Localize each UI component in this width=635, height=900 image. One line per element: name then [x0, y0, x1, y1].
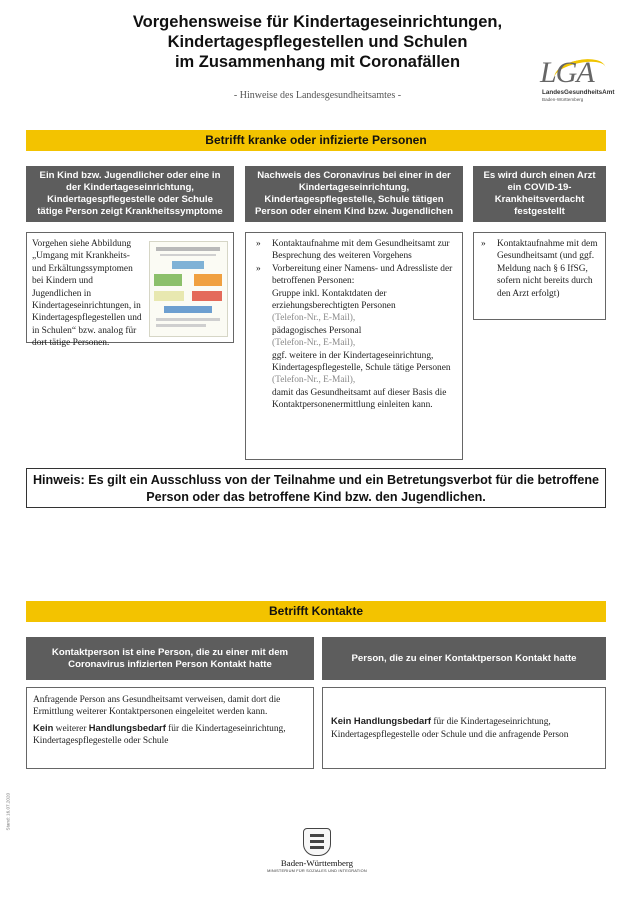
side-note: Stand: 16.07.2020 [5, 792, 11, 831]
section-banner-sick: Betrifft kranke oder infizierte Personen [26, 130, 606, 151]
column-heading-doctor: Es wird durch einen Arzt ein COVID-19-Krankheitsverdacht festgestellt [473, 166, 606, 222]
column-heading-contact-of-contact: Person, die zu einer Kontaktperson Kontakt hatte [322, 637, 606, 680]
logo-mark: LGA [540, 56, 594, 89]
title-line: im Zusammenhang mit Coronafällen [174, 53, 461, 71]
title-line: Vorgehensweise für Kindertageseinrichtungen, [132, 13, 503, 31]
text-weiterer: weiterer [53, 723, 89, 734]
logo-name: LandesGesundheitsAmt [542, 89, 615, 96]
list-item [256, 350, 454, 387]
group-text: Gruppe inkl. Kontaktdaten der erziehungsberechtigten Personen [272, 288, 396, 312]
document-title [90, 12, 545, 72]
exclusion-notice: Hinweis: Es gilt ein Ausschluss von der Teilnahme und ein Betretungsverbot für die betroffene Person oder das betroffene Kind bzw. den Jugendlichen. [26, 468, 606, 508]
group-contact: (Telefon-Nr., E-Mail), [272, 338, 356, 349]
no-action-line [33, 722, 307, 748]
bullet-contact-health-office: » Kontaktaufnahme mit dem Gesundheitsamt zur Besprechung des weiteren Vorgehens [256, 238, 454, 263]
bold-kein-handlungsbedarf: Kein Handlungsbedarf [331, 715, 432, 727]
text-rest: für die Kindertageseinrichtung, Kindertagespflegestelle oder Schule [33, 723, 286, 747]
ministry-logo [258, 828, 376, 873]
doctor-suspicion-box [473, 232, 606, 320]
lga-logo [534, 56, 624, 108]
contact-person-box [26, 687, 314, 769]
section-banner-contacts: Betrifft Kontakte [26, 601, 606, 622]
state-crest-icon [303, 828, 331, 856]
text-rest: für die Kindertageseinrichtung, Kindertagespflegestelle oder Schule und die anfragende Person [331, 717, 569, 740]
title-line: Kindertagespflegestellen und Schulen [167, 33, 468, 51]
contact-of-contact-box [322, 687, 606, 769]
logo-region: Baden-Württemberg [542, 97, 584, 102]
list-item [256, 325, 454, 350]
closing-text: damit das Gesundheitsamt auf dieser Basis die Kontaktpersonenermittlung einleiten kann. [272, 387, 447, 411]
column-heading-symptoms: Ein Kind bzw. Jugendlicher oder eine in der Kindertageseinrichtung, Kindertagespflegestelle oder Schule tätige Person zeigt Krankheitssymptome [26, 166, 234, 222]
symptoms-box [26, 232, 234, 349]
document-subtitle: - Hinweise des Landesgesundheitsamtes - [233, 90, 402, 101]
list-item [256, 288, 454, 325]
column-heading-contact-person: Kontaktperson ist eine Person, die zu einer mit dem Coronavirus infizierten Person Kontakt hatte [26, 637, 314, 680]
no-action-line [331, 715, 597, 741]
column-heading-positive: Nachweis des Coronavirus bei einer in der Kindertageseinrichtung, Kindertagespflegestelle, Schule tätigen Person oder einem Kind bzw. Jugendlichen [245, 166, 463, 222]
ministry-name: MINISTERIUM FÜR SOZIALES UND INTEGRATION [267, 868, 367, 873]
bold-kein: Kein [33, 721, 54, 733]
bullet-doctor: » Kontaktaufnahme mit dem Gesundheitsamt (und ggf. Meldung nach § 6 IfSG, sofern nicht bereits durch den Arzt erfolgt) [481, 238, 600, 300]
group-contact: (Telefon-Nr., E-Mail), [272, 313, 356, 324]
bold-handlungsbedarf: Handlungsbedarf [88, 721, 166, 733]
group-contact: (Telefon-Nr., E-Mail), [272, 375, 356, 386]
contact-person-text: Anfragende Person ans Gesundheitsamt verweisen, damit dort die Ermittlung weiterer Kontaktpersonen eingeleitet werden kann. [33, 695, 281, 718]
positive-case-box [245, 232, 463, 460]
group-text: pädagogisches Personal [272, 325, 362, 336]
flowchart-thumbnail-icon [149, 241, 228, 337]
bullet-prepare-list: » Vorbereitung einer Namens- und Adressliste der betroffenen Personen: [256, 263, 454, 288]
symptoms-text: Vorgehen siehe Abbildung „Umgang mit Krankheits- und Erkältungssymptomen bei Kindern und Jugendlichen in Kindertageseinrichtungen, in Kindertagespflegestellen und in Schulen“ bzw. analog für dort tätige Personen. [32, 239, 142, 349]
group-text: ggf. weitere in der Kindertageseinrichtung, Kindertagespflegestelle, Schule tätige Personen [272, 350, 451, 374]
state-name: Baden-Württemberg [280, 858, 354, 868]
